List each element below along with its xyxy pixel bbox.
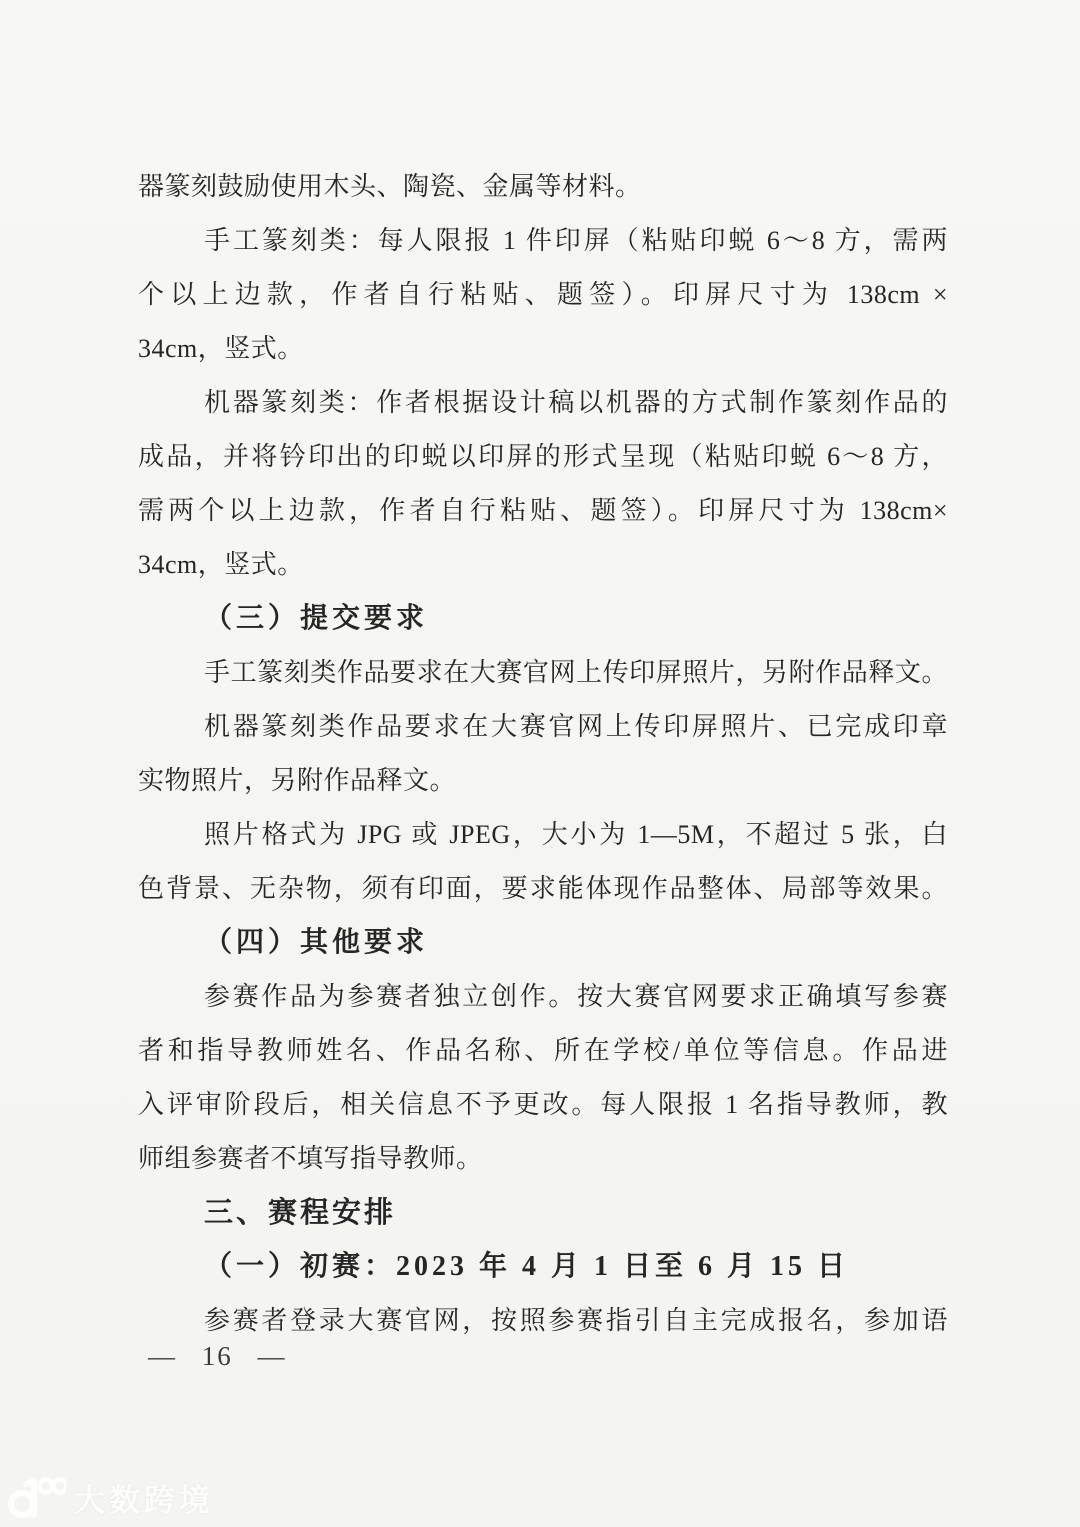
heading-line: 三、赛程安排 <box>204 1197 397 1229</box>
dashu-100-logo-icon <box>8 1474 66 1520</box>
heading-line: （一）初赛：2023 年 4 月 1 日至 6 月 15 日 <box>204 1251 850 1282</box>
text-line: 照片格式为 JPG 或 JPEG，大小为 1—5M，不超过 5 张，白 <box>204 820 948 849</box>
text-line: 器篆刻鼓励使用木头、陶瓷、金属等材料。 <box>138 172 642 201</box>
text-line: 手工篆刻类作品要求在大赛官网上传印屏照片，另附作品释文。 <box>204 658 948 687</box>
text-line: 者和指导教师姓名、作品名称、所在学校/单位等信息。作品进 <box>138 1036 948 1065</box>
text-line: 实物照片，另附作品释文。 <box>138 766 457 795</box>
text-line: 入评审阶段后，相关信息不予更改。每人限报 1 名指导教师，教 <box>138 1090 948 1119</box>
text-line: 个以上边款，作者自行粘贴、题签）。印屏尺寸为 138cm × <box>138 280 948 309</box>
heading-line: （三）提交要求 <box>204 603 429 634</box>
text-line: 师组参赛者不填写指导教师。 <box>138 1144 483 1173</box>
text-line: 机器篆刻类：作者根据设计稿以机器的方式制作篆刻作品的 <box>204 388 948 417</box>
text-line: 34cm，竖式。 <box>138 334 304 363</box>
text-line: 成品，并将钤印出的印蜕以印屏的形式呈现（粘贴印蜕 6～8 方， <box>138 442 948 471</box>
watermark <box>8 1474 214 1520</box>
watermark-text: 大数跨境 <box>74 1482 214 1518</box>
text-line: 手工篆刻类：每人限报 1 件印屏（粘贴印蜕 6～8 方，需两 <box>204 226 948 255</box>
text-line: 34cm，竖式。 <box>138 550 304 579</box>
text-line: 需两个以上边款，作者自行粘贴、题签）。印屏尺寸为 138cm× <box>138 496 948 525</box>
text-line: 色背景、无杂物，须有印面，要求能体现作品整体、局部等效果。 <box>138 874 948 903</box>
text-line: 参赛者登录大赛官网，按照参赛指引自主完成报名，参加语 <box>204 1306 948 1335</box>
page-number: — 16 — <box>148 1341 287 1371</box>
document-body <box>138 160 948 1348</box>
heading-line: （四）其他要求 <box>204 927 429 958</box>
text-line: 参赛作品为参赛者独立创作。按大赛官网要求正确填写参赛 <box>204 982 948 1011</box>
text-line: 机器篆刻类作品要求在大赛官网上传印屏照片、已完成印章 <box>204 712 948 741</box>
